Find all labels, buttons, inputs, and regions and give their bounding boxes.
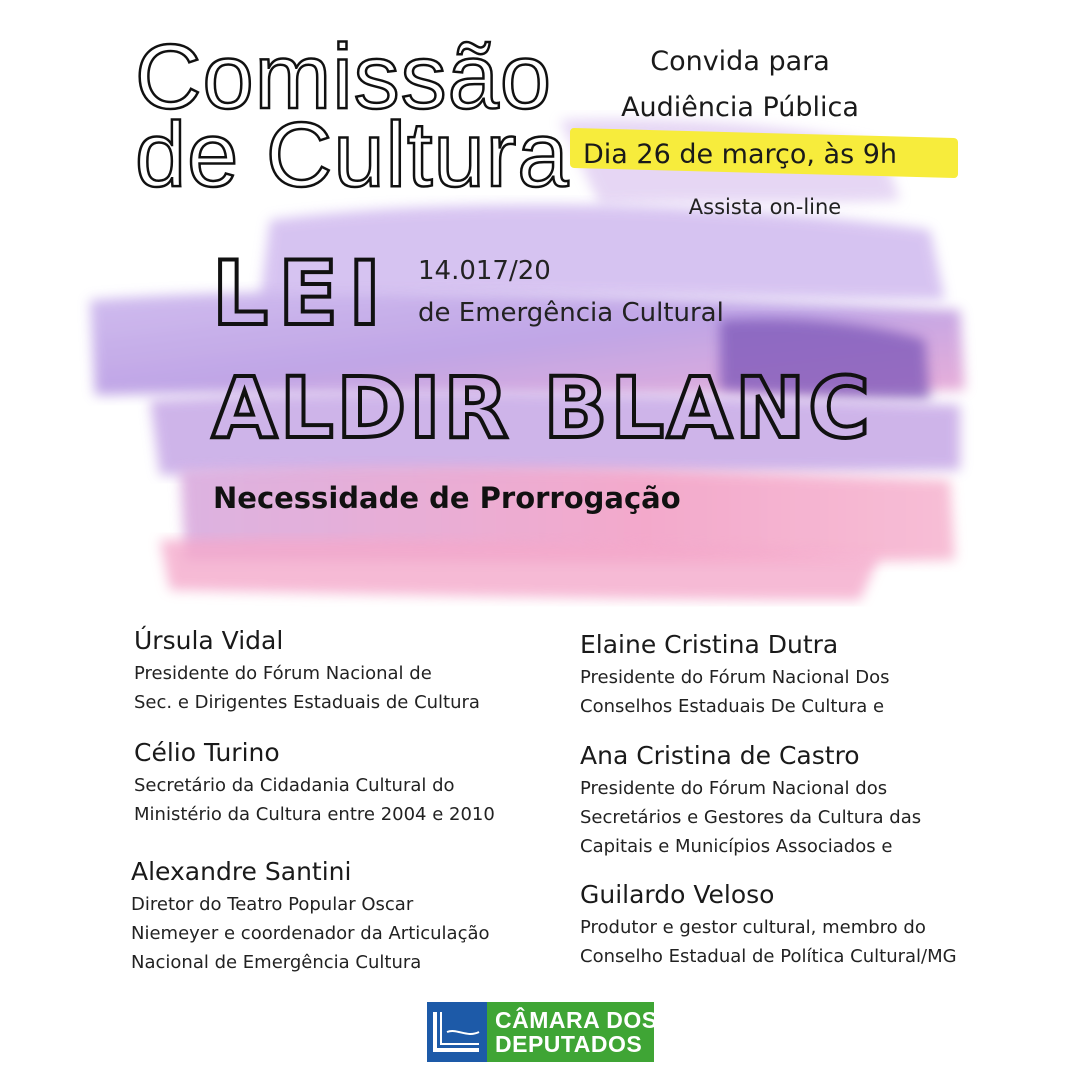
speaker-card xyxy=(580,741,921,861)
speaker-role: Capitais e Municípios Associados e xyxy=(580,836,893,857)
speaker-role: Conselho Estadual de Política Cultural/MG xyxy=(580,946,957,967)
speaker-card xyxy=(134,626,480,717)
speaker-role: Diretor do Teatro Popular Oscar xyxy=(131,894,414,915)
speaker-role: Ministério da Cultura entre 2004 e 2010 xyxy=(134,804,495,825)
speaker-card xyxy=(134,738,495,829)
speaker-role: Presidente do Fórum Nacional de xyxy=(134,663,432,684)
commission-title-line1: Comissão xyxy=(135,26,553,128)
speaker-role: Sec. e Dirigentes Estaduais de Cultura xyxy=(134,692,480,713)
speaker-role: Secretários e Gestores da Cultura das xyxy=(580,807,922,828)
tagline: Necessidade de Prorrogação xyxy=(213,481,681,515)
speaker-name: Guilardo Veloso xyxy=(580,880,775,909)
speaker-name: Úrsula Vidal xyxy=(134,626,284,655)
speaker-role: Nacional de Emergência Cultura xyxy=(131,952,422,973)
camara-logo xyxy=(427,1002,658,1062)
speaker-role: Niemeyer e coordenador da Articulação xyxy=(131,923,490,944)
speaker-card xyxy=(580,630,890,721)
aldir-blanc-heading: ALDIR BLANC xyxy=(212,359,873,457)
lei-heading: LEI xyxy=(212,242,391,345)
commission-title-line2: de Cultura xyxy=(135,104,570,206)
speaker-role: Secretário da Cidadania Cultural do xyxy=(134,775,455,796)
law-number: 14.017/20 xyxy=(418,256,551,286)
speaker-name: Célio Turino xyxy=(134,738,280,767)
logo-line2: DEPUTADOS xyxy=(495,1031,643,1057)
invite-line2: Audiência Pública xyxy=(621,92,859,123)
speaker-role: Produtor e gestor cultural, membro do xyxy=(580,917,926,938)
speaker-role: Conselhos Estaduais De Cultura e xyxy=(580,696,885,717)
speaker-card xyxy=(131,857,490,977)
speaker-role: Presidente do Fórum Nacional dos xyxy=(580,778,888,799)
watch-online: Assista on-line xyxy=(688,195,842,219)
law-description: de Emergência Cultural xyxy=(418,298,724,328)
logo-line1: CÂMARA DOS xyxy=(495,1007,658,1033)
speaker-name: Alexandre Santini xyxy=(131,857,352,886)
invite-date: Dia 26 de março, às 9h xyxy=(582,139,898,170)
speaker-role: Presidente do Fórum Nacional Dos xyxy=(580,667,890,688)
speaker-name: Elaine Cristina Dutra xyxy=(580,630,839,659)
speaker-card xyxy=(580,880,957,971)
camara-emblem-icon xyxy=(427,1002,487,1062)
invite-line1: Convida para xyxy=(650,46,830,77)
speaker-name: Ana Cristina de Castro xyxy=(580,741,860,770)
